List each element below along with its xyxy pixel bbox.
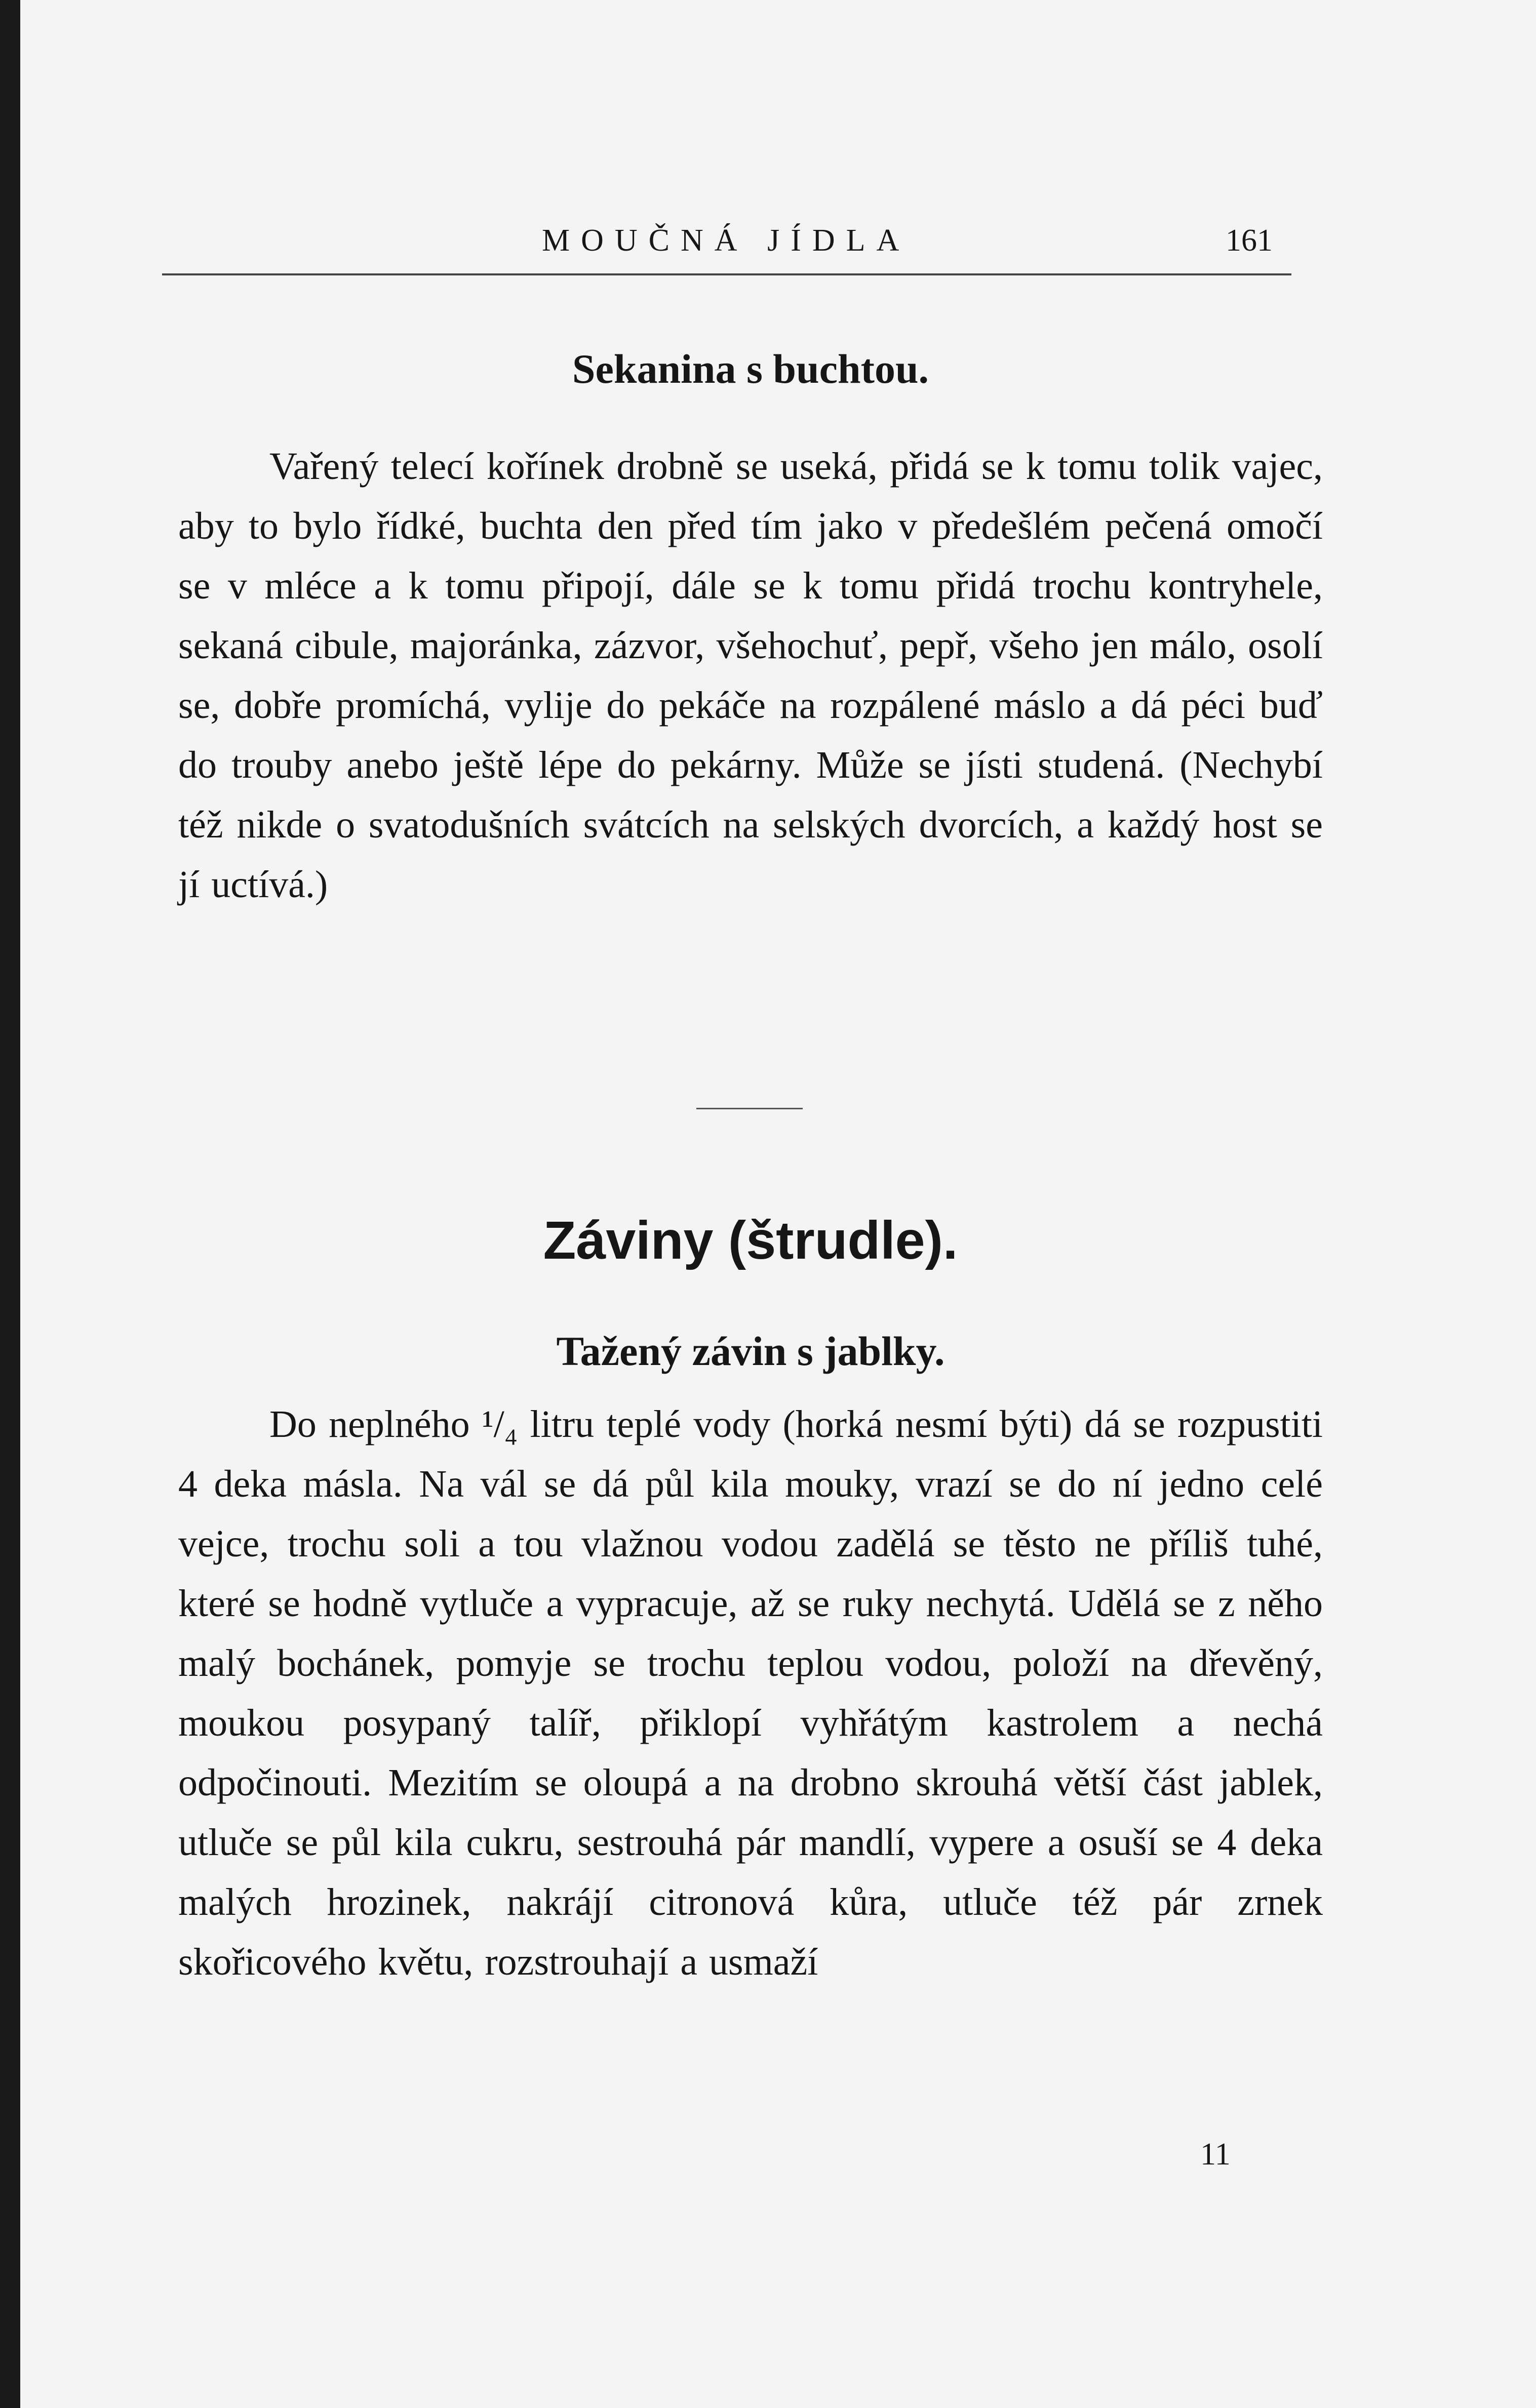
fraction: ¹/₄ (482, 1403, 518, 1446)
recipe-text: Vařený telecí kořínek drobně se useká, přidá se k tomu tolik vajec, aby to bylo řídké, buchta den před tím jako v předešlém pečená omočí se v mléce a k tomu připojí, dále se k tomu přidá trochu kontryhele, sekaná cibule, majoránka, zázvor, všehochuť, pepř, všeho jen málo, osolí se, dobře promíchá, vylije do pekáče na rozpálené máslo a dá péci buď do trouby anebo ještě lépe do pekárny. Může se jísti studená. (Nechybí též nikde o svatodušních svátcích na selských dvorcích, a každý host se jí uctívá.) (178, 445, 1323, 906)
recipe-zavin (178, 1327, 1323, 1992)
recipe-text-start: Do neplného (269, 1403, 482, 1446)
recipe-sekanina (178, 344, 1323, 914)
recipe-title: Sekanina s buchtou. (572, 346, 929, 392)
running-title: MOUČNÁ JÍDLA (542, 223, 911, 258)
book-page (20, 0, 1536, 2408)
signature-mark: 11 (1200, 2137, 1231, 2172)
recipe-text-rest: litru teplé vody (horká nesmí býti) dá se rozpustiti 4 deka másla. Na vál se dá půl kila mouky, vrazí se do ní jedno celé vejce, trochu soli a tou vlažnou vodou zadělá se těsto ne příliš tuhé, které se hodně vytluče a vypracuje, až se ruky nechytá. Udělá se z něho malý bochánek, pomyje se trochu teplou vodou, položí na dřevěný, moukou posypaný talíř, přiklopí vyhřátým kastrolem a nechá odpočinouti. Mezitím se oloupá a na drobno skrouhá větší část jablek, utluče se půl kila cukru, sestrouhá pár mandlí, vypere a osuší se 4 deka malých hrozinek, nakrájí citronová kůra, utluče též pár zrnek skořicového květu, rozstrouhají a usmaží (178, 1403, 1323, 1984)
section-divider (696, 1108, 803, 1109)
running-header (20, 223, 1536, 268)
recipe-title: Tažený závin s jablky. (556, 1328, 945, 1374)
header-rule (162, 273, 1291, 275)
recipe-text (178, 1394, 1323, 1992)
page-number: 161 (1226, 223, 1273, 258)
chapter-title: Záviny (štrudle). (543, 1211, 958, 1270)
